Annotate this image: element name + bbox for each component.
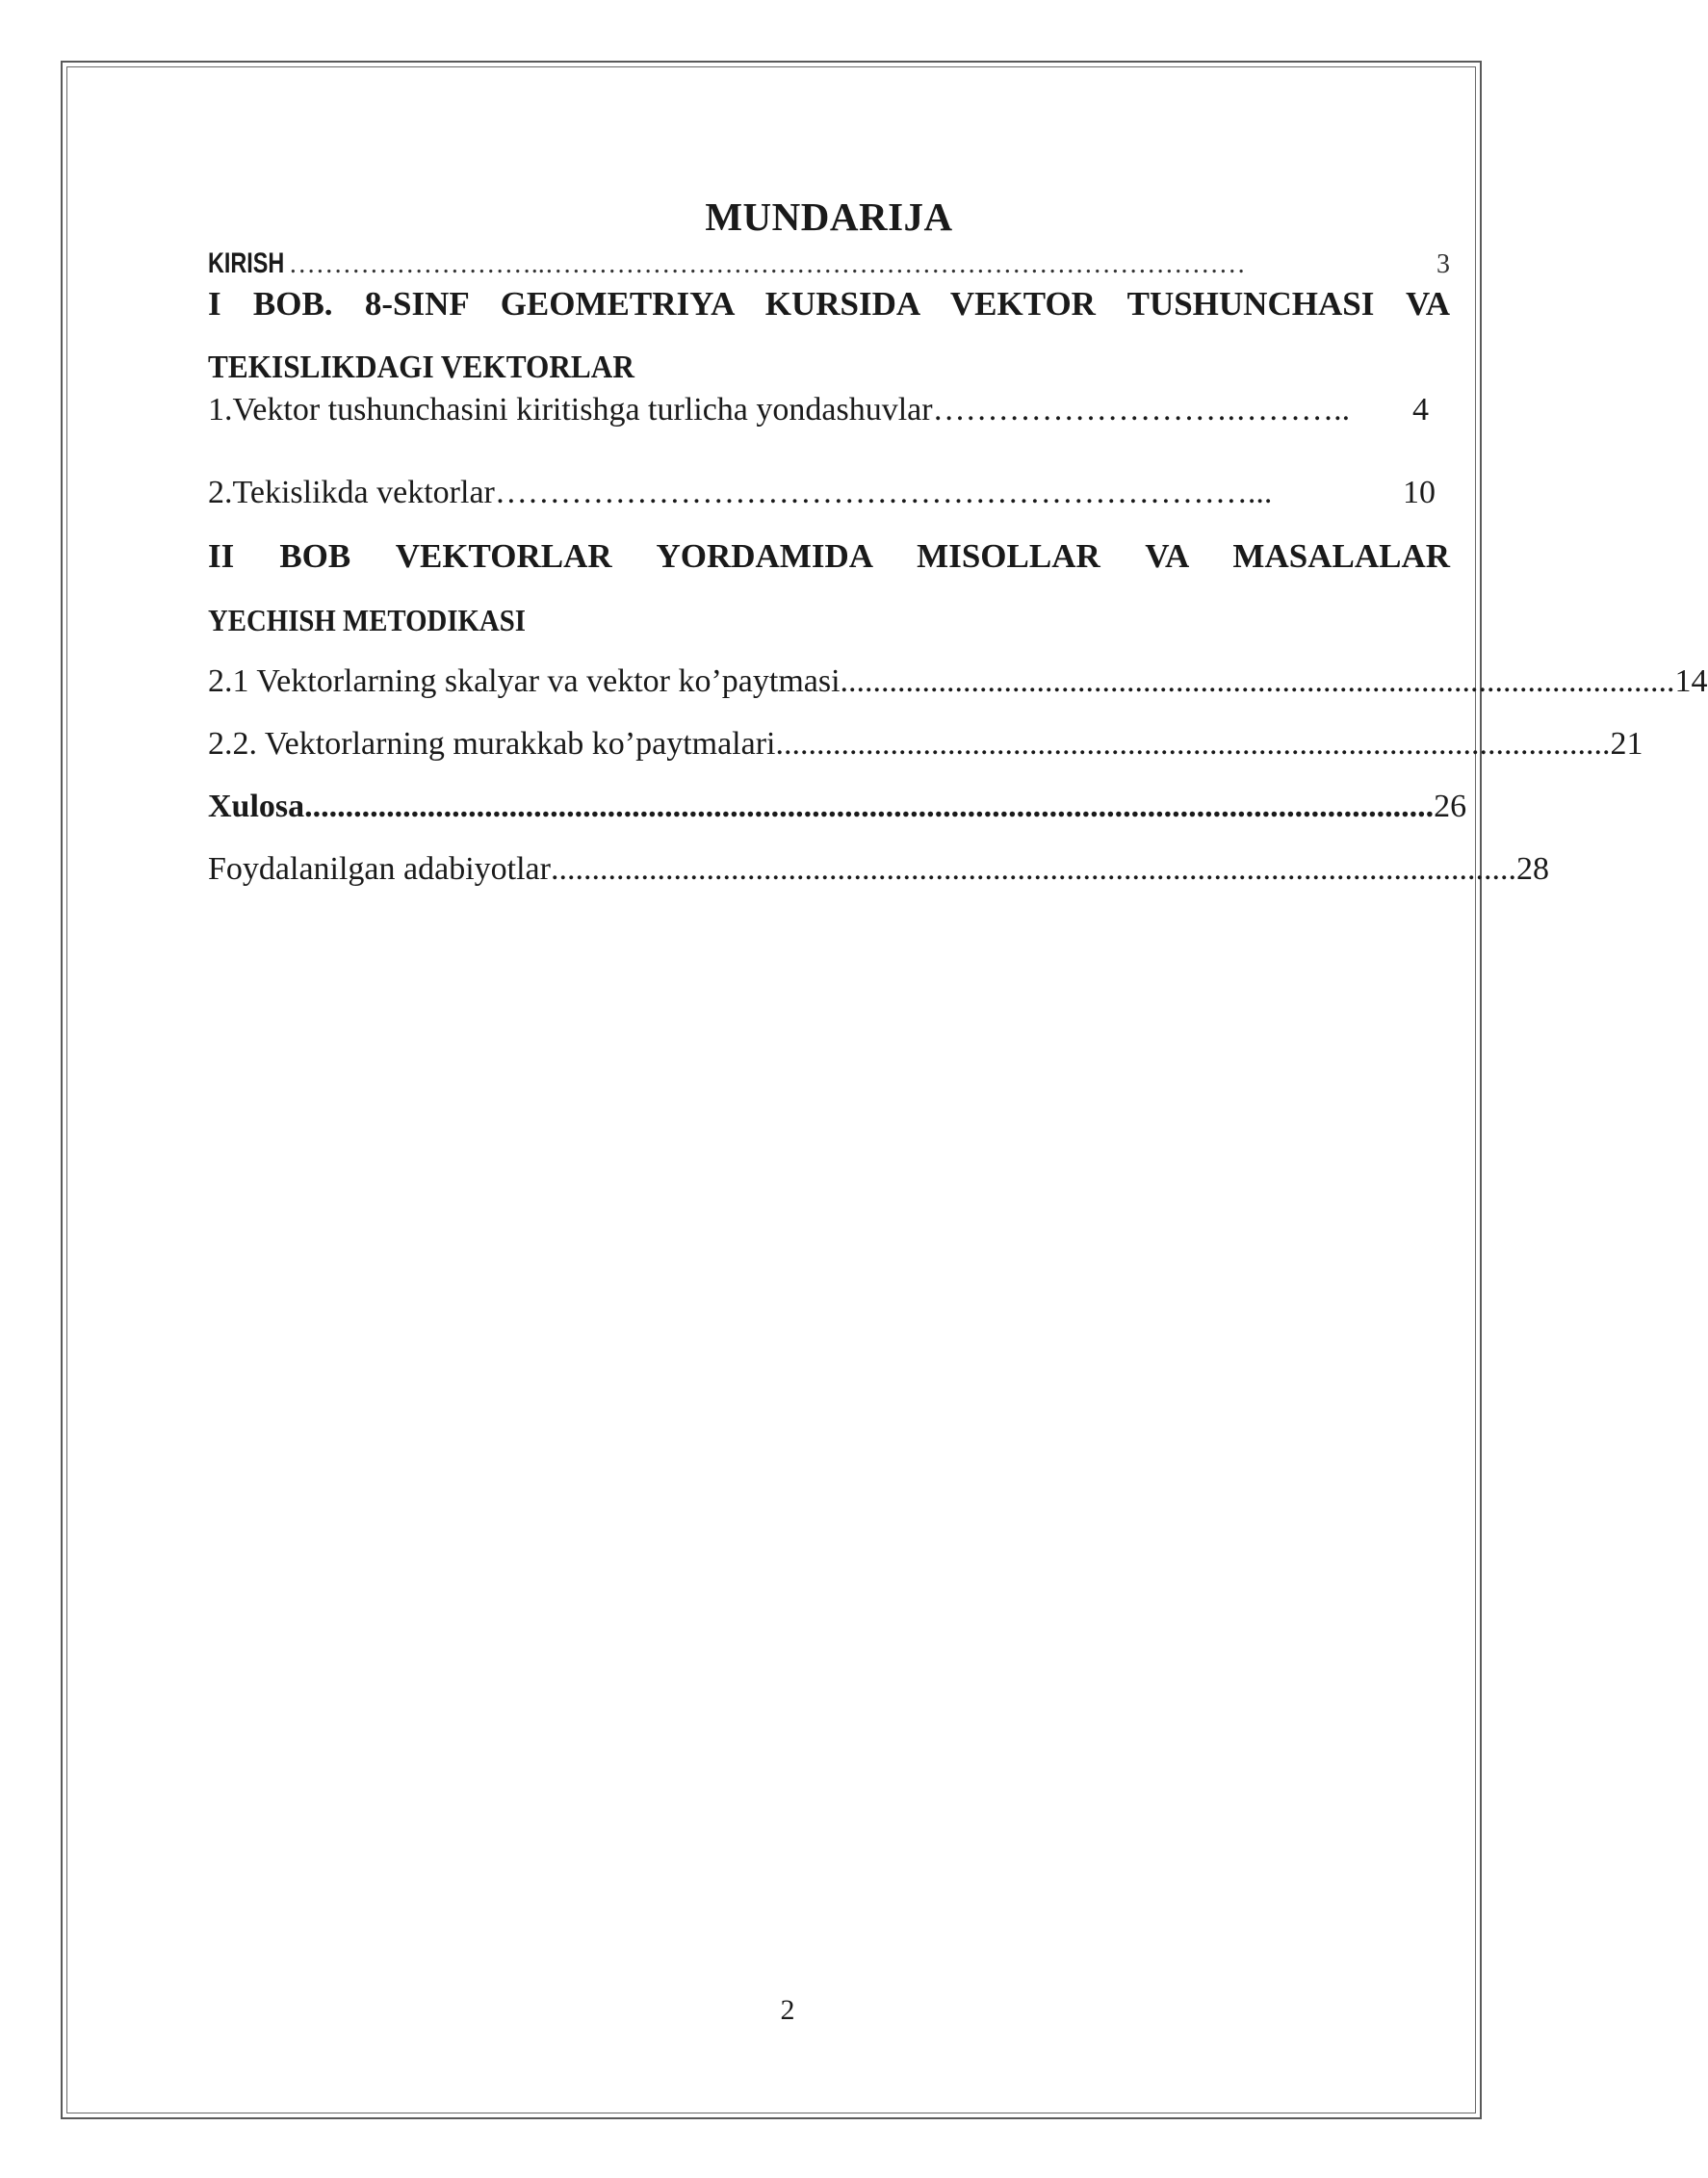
chapter-1-heading-continued bbox=[208, 349, 1450, 387]
chapter-1-heading[interactable]: I BOB. 8-SINF GEOMETRIYA KURSIDA VEKTOR TUSHUNCHASI VA bbox=[208, 285, 1450, 323]
dot-leader: ...................................................................................................... bbox=[775, 726, 1611, 762]
toc-entry-references[interactable] bbox=[208, 848, 1549, 891]
toc-page-number: 28 bbox=[1515, 851, 1549, 887]
dot-leader: ……………………….……….. bbox=[932, 392, 1351, 428]
toc-entry-2-1[interactable] bbox=[208, 661, 1708, 703]
dot-leader: ………………………..…………………………………………………………………… bbox=[288, 249, 1246, 279]
toc-entry-label: KIRISH bbox=[208, 247, 285, 279]
toc-entry-label: 1.Vektor tushunchasini kiritishga turlicha yondashuvlar bbox=[208, 392, 933, 428]
dot-leader: ...................................................................................................... bbox=[840, 663, 1675, 699]
toc-page-number: 21 bbox=[1610, 726, 1643, 762]
toc-entry-1[interactable] bbox=[208, 389, 1429, 431]
toc-entry-label: Xulosa bbox=[208, 789, 305, 824]
toc-entry-label: 2.2. Vektorlarning murakkab ko’paytmalari bbox=[208, 726, 776, 762]
toc-page-number: 3 bbox=[1436, 249, 1450, 279]
toc-page-number: 14 bbox=[1674, 663, 1708, 699]
toc-entry-2-2[interactable] bbox=[208, 723, 1643, 765]
toc-entry-2[interactable] bbox=[208, 472, 1436, 514]
toc-page-number: 10 bbox=[1403, 475, 1436, 510]
chapter-2-heading[interactable]: II BOB VEKTORLAR YORDAMIDA MISOLLAR VA MASALALAR bbox=[208, 537, 1450, 575]
chapter-2-heading-continued bbox=[208, 601, 1450, 639]
page-number: 2 bbox=[780, 1994, 795, 2026]
dot-leader: ……………………………………………………………... bbox=[494, 475, 1273, 510]
toc-entry-kirish[interactable] bbox=[208, 245, 1450, 284]
toc-entry-label: Foydalanilgan adabiyotlar bbox=[208, 851, 551, 887]
toc-page-number: 26 bbox=[1434, 789, 1467, 824]
toc-page-number: 4 bbox=[1412, 392, 1429, 428]
toc-title: MUNDARIJA bbox=[705, 194, 953, 239]
chapter-2-heading-line2: YECHISH METODIKASI bbox=[208, 603, 526, 637]
toc-entry-label: 2.1 Vektorlarning skalyar va vektor ko’paytmasi bbox=[208, 663, 841, 699]
chapter-1-heading-line2: TEKISLIKDAGI VEKTORLAR bbox=[208, 350, 634, 385]
toc-entry-label: 2.Tekislikda vektorlar bbox=[208, 475, 495, 510]
dot-leader: .......................................................................................................................................... bbox=[304, 789, 1435, 824]
dot-leader: ...................................................................................................................... bbox=[550, 851, 1516, 887]
toc-entry-xulosa[interactable] bbox=[208, 786, 1467, 828]
